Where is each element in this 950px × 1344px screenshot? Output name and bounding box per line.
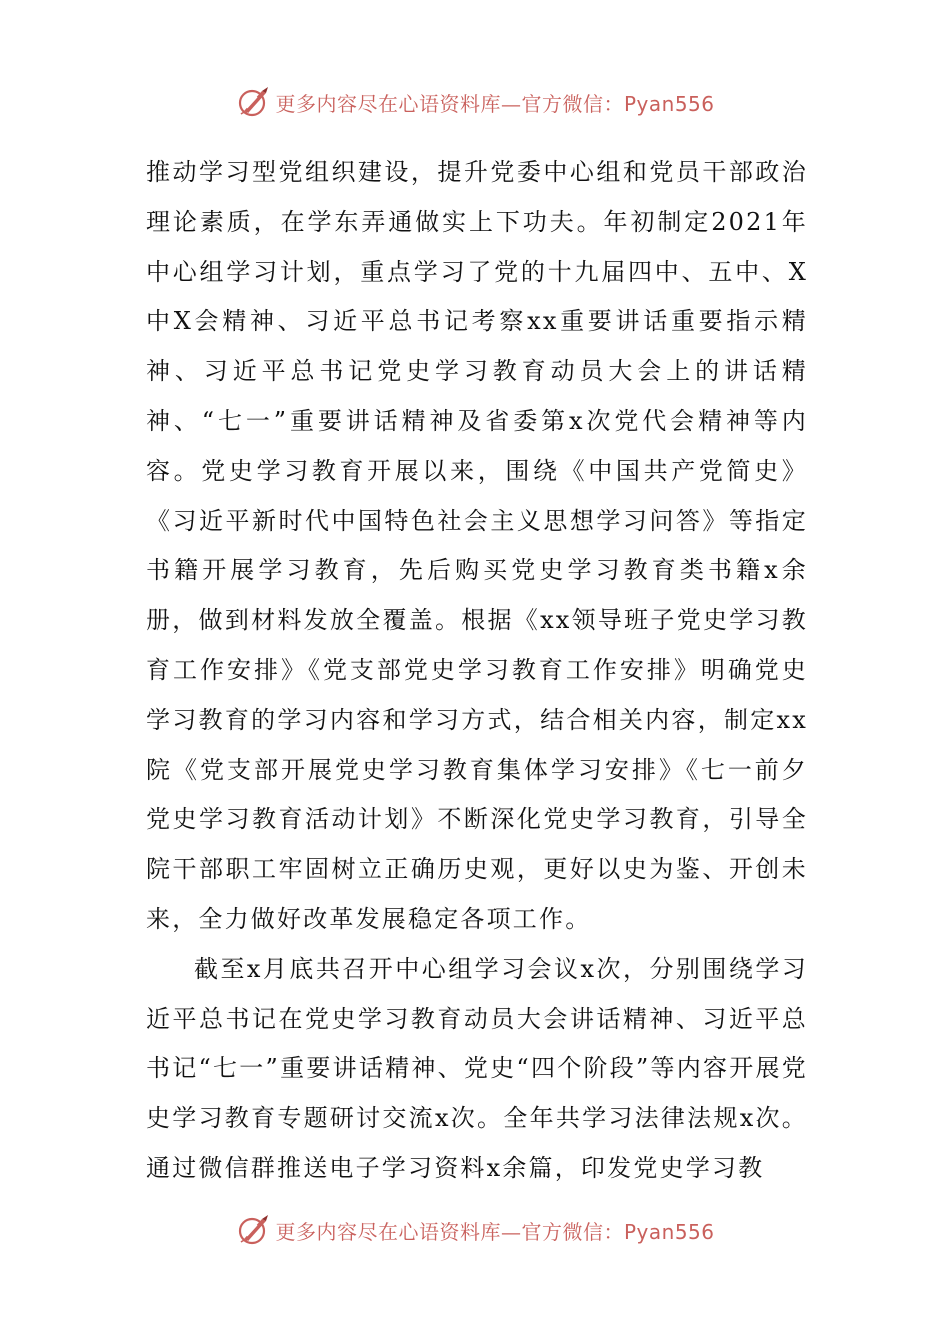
footer-watermark-banner (0, 1210, 950, 1250)
header-watermark-label: 更多内容尽在心语资料库—官方微信： (275, 91, 624, 116)
header-watermark-banner (0, 82, 950, 122)
paragraph-2: 截至x月底共召开中心组学习会议x次，分别围绕学习近平总书记在党史学习教育动员大会讲话精神、习近平总书记“七一”重要讲话精神、党史“四个阶段”等内容开展党史学习教育专题研讨交流x次。全年共学习法律法规x次。通过微信群推送电子学习资料x余篇，印发党史学习教 (146, 954, 808, 1182)
quill-pen-logo-icon (235, 1212, 271, 1248)
header-watermark-text (275, 88, 714, 117)
quill-pen-logo-icon (235, 84, 271, 120)
paragraph-1: 推动学习型党组织建设，提升党委中心组和党员干部政治理论素质，在学东弄通做实上下功夫。年初制定2021年中心组学习计划，重点学习了党的十九届四中、五中、X中X会精神、习近平总书记考察xx重要讲话重要指示精神、习近平总书记党史学习教育动员大会上的讲话精神、“七一”重要讲话精神及省委第x次党代会精神等内容。党史学习教育开展以来，围绕《中国共产党简史》《习近平新时代中国特色社会主义思想学习问答》等指定书籍开展学习教育，先后购买党史学习教育类书籍x余册，做到材料发放全覆盖。根据《xx领导班子党史学习教育工作安排》《党支部党史学习教育工作安排》明确党史学习教育的学习内容和学习方式，结合相关内容，制定xx院《党支部开展党史学习教育集体学习安排》《七一前夕党史学习教育活动计划》不断深化党史学习教育，引导全院干部职工牢固树立正确历史观，更好以史为鉴、开创未来，全力做好改革发展稳定各项工作。 (146, 158, 808, 933)
footer-wechat-id: Pyan556 (623, 1219, 715, 1244)
footer-watermark-label: 更多内容尽在心语资料库—官方微信： (275, 1219, 624, 1244)
header-wechat-id: Pyan556 (623, 91, 715, 116)
document-body (146, 148, 808, 1194)
footer-watermark-text (275, 1216, 714, 1245)
